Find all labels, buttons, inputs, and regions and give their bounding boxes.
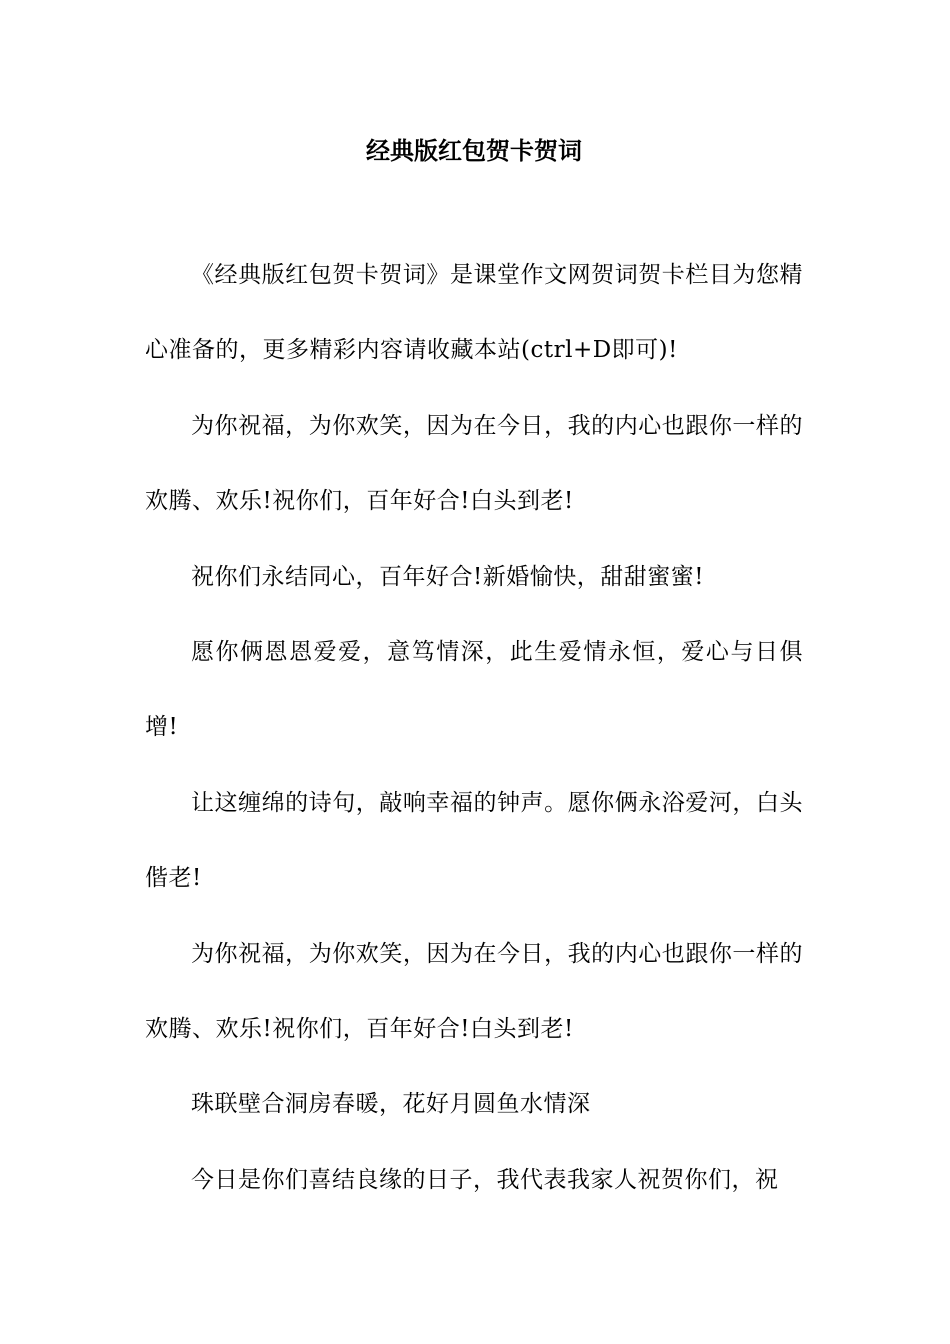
document-title: 经典版红包贺卡贺词	[366, 136, 582, 165]
paragraph-blessing-3: 愿你俩恩恩爱爱，意笃情深，此生爱情永恒，爱心与日俱增!	[145, 639, 803, 741]
paragraph-intro: 《经典版红包贺卡贺词》是课堂作文网贺词贺卡栏目为您精心准备的，更多精彩内容请收藏本站(ctrl+D即可)!	[145, 262, 803, 364]
paragraph-blessing-2: 祝你们永结同心，百年好合!新婚愉快，甜甜蜜蜜!	[191, 563, 704, 590]
paragraph-blessing-6: 珠联壁合洞房春暖，花好月圆鱼水情深	[191, 1091, 591, 1118]
paragraph-blessing-1: 为你祝福，为你欢笑，因为在今日，我的内心也跟你一样的欢腾、欢乐!祝你们，百年好合!白头到老!	[145, 412, 803, 515]
document-body	[145, 238, 803, 1218]
paragraph-blessing-4: 让这缠绵的诗句，敲响幸福的钟声。愿你俩永浴爱河，白头偕老!	[145, 789, 803, 892]
paragraph-blessing-7: 今日是你们喜结良缘的日子，我代表我家人祝贺你们，祝	[191, 1166, 779, 1193]
paragraph-blessing-5: 为你祝福，为你欢笑，因为在今日，我的内心也跟你一样的欢腾、欢乐!祝你们，百年好合!白头到老!	[145, 940, 803, 1043]
